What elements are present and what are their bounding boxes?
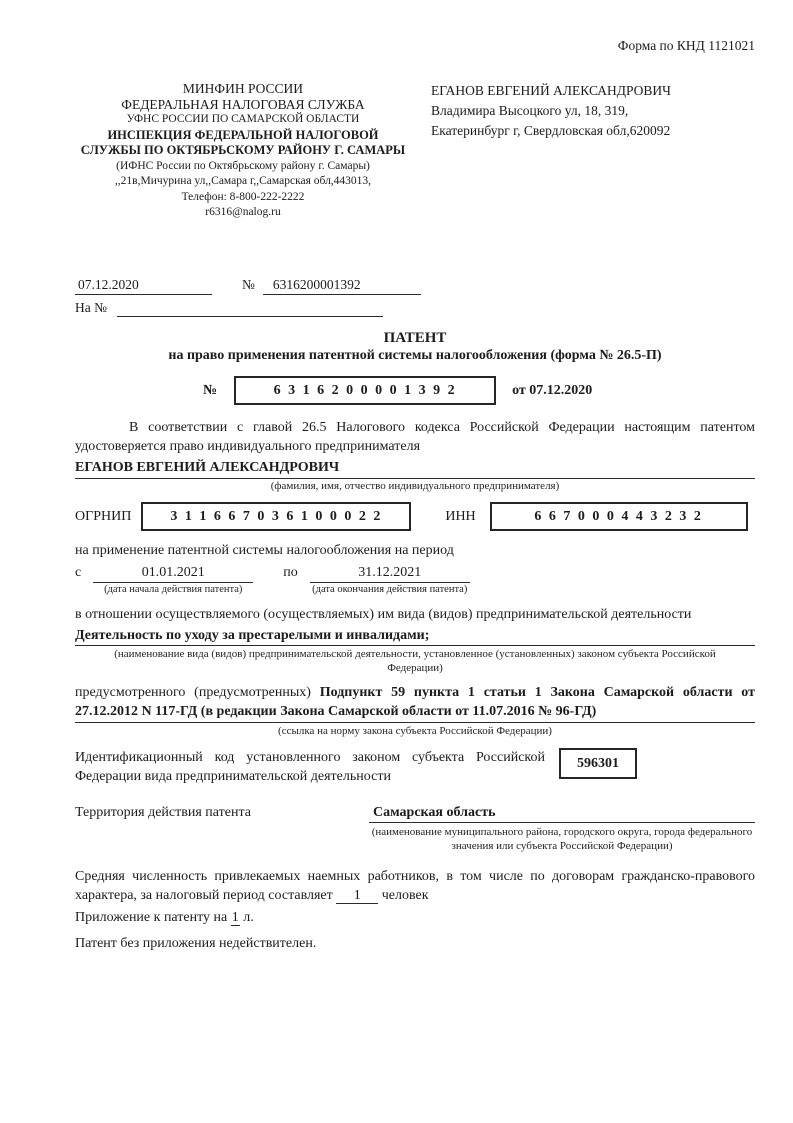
reference-block bbox=[75, 275, 755, 317]
sender-line-email: r6316@nalog.ru bbox=[205, 206, 281, 218]
document-title-block bbox=[75, 329, 755, 365]
recipient-address-line1: Владимира Высоцкого ул, 18, 319, bbox=[431, 103, 629, 118]
territory-row bbox=[75, 803, 755, 853]
footer-note: Патент без приложения недействителен. bbox=[75, 935, 317, 951]
activity-name: Деятельность по уходу за престарелыми и инвалидами; bbox=[75, 626, 755, 646]
sender-line-ufns: УФНС РОССИИ ПО САМАРСКОЙ ОБЛАСТИ bbox=[126, 113, 360, 125]
entrepreneur-caption: (фамилия, имя, отчество индивидуального предпринимателя) bbox=[270, 479, 560, 492]
period-to-caption: (дата окончания действия патента) bbox=[312, 583, 468, 595]
id-code-row bbox=[75, 748, 755, 786]
workers-count: 1 bbox=[336, 888, 378, 904]
activity-intro: в отношении осуществляемого (осуществляемых) им вида (видов) предпринимательской деятельности bbox=[75, 606, 692, 622]
document-title: ПАТЕНТ bbox=[383, 329, 447, 346]
inn-box: 6 6 7 0 0 0 4 4 3 2 3 2 bbox=[490, 502, 748, 531]
period-from-label: с bbox=[75, 564, 82, 580]
sender-line-address: ,,21в,Мичурина ул,,Самара г,,Самарская обл,443013, bbox=[114, 175, 372, 187]
patent-issue-date: от 07.12.2020 bbox=[512, 382, 593, 398]
registry-row bbox=[75, 502, 755, 531]
patent-number-label: № bbox=[203, 382, 218, 398]
outgoing-date: 07.12.2020 bbox=[75, 275, 212, 295]
reply-ref-row bbox=[75, 298, 755, 317]
period-to-group bbox=[283, 563, 470, 597]
territory-caption: (наименование муниципального района, городского округа, города федерального значения или субъекта Российской Федерации) bbox=[371, 825, 753, 852]
attachment-pages: 1 bbox=[231, 909, 239, 925]
period-from-stack bbox=[93, 563, 253, 597]
document-subtitle: на право применения патентной системы налогообложения (форма № 26.5-П) bbox=[168, 347, 662, 363]
ogrnip-box: 3 1 1 6 6 7 0 3 6 1 0 0 0 2 2 bbox=[141, 502, 411, 531]
workers-text-after: человек bbox=[381, 887, 429, 903]
sender-line-short-name: (ИФНС России по Октябрьскому району г. Самары) bbox=[116, 159, 370, 172]
outgoing-ref-row bbox=[75, 275, 755, 295]
law-prefix: предусмотренного (предусмотренных) bbox=[75, 684, 311, 700]
sender-line-service: ФЕДЕРАЛЬНАЯ НАЛОГОВАЯ СЛУЖБА bbox=[121, 96, 365, 112]
recipient-name: ЕГАНОВ ЕВГЕНИЙ АЛЕКСАНДРОВИЧ bbox=[431, 83, 671, 98]
sender-line-inspection1: ИНСПЕКЦИЯ ФЕДЕРАЛЬНОЙ НАЛОГОВОЙ bbox=[107, 127, 379, 142]
sender-block bbox=[75, 81, 411, 221]
period-from-group bbox=[75, 563, 253, 597]
sender-line-ministry: МИНФИН РОССИИ bbox=[182, 81, 304, 96]
recipient-block bbox=[431, 81, 755, 221]
attachment-line bbox=[75, 908, 755, 927]
sender-line-phone: Телефон: 8-800-222-2222 bbox=[181, 190, 305, 203]
patent-number-row bbox=[203, 376, 755, 405]
law-reference: Подпункт 59 пункта 1 статьи 1 Закона Самарской области от 27.12.2012 N 117-ГД (в редакции Закона Самарской области от 11.07.2016 № 96-ГД) bbox=[75, 684, 755, 719]
entrepreneur-name: ЕГАНОВ ЕВГЕНИЙ АЛЕКСАНДРОВИЧ bbox=[75, 458, 755, 479]
activity-caption: (наименование вида (видов) предпринимательской деятельности, установленное (установленных) законом субъекта Российской Федерации) bbox=[114, 647, 716, 674]
outgoing-number-label: № bbox=[242, 276, 255, 292]
id-code-box: 596301 bbox=[559, 748, 637, 779]
law-caption: (ссылка на норму закона субъекта Российской Федерации) bbox=[278, 724, 552, 737]
period-to-stack bbox=[310, 563, 470, 597]
recipient-address-line2: Екатеринбург г, Свердловская обл,620092 bbox=[431, 123, 671, 138]
period-from-date: 01.01.2021 bbox=[93, 563, 253, 583]
attachment-text-after: л. bbox=[243, 909, 254, 925]
sender-line-inspection2: СЛУЖБЫ ПО ОКТЯБРЬСКОМУ РАЙОНУ Г. САМАРЫ bbox=[80, 143, 406, 157]
reply-ref-label: На № bbox=[75, 299, 107, 315]
ogrnip-label: ОГРНИП bbox=[75, 508, 132, 524]
period-intro: на применение патентной системы налогообложения на период bbox=[75, 542, 454, 558]
period-row bbox=[75, 563, 755, 597]
workers-paragraph bbox=[75, 867, 755, 905]
id-code-text: Идентификационный код установленного законом субъекта Российской Федерации вида предпринимательской деятельности bbox=[75, 749, 545, 784]
form-code: Форма по КНД 1121021 bbox=[617, 38, 755, 53]
period-from-caption: (дата начала действия патента) bbox=[104, 583, 243, 595]
patent-number-box: 6 3 1 6 2 0 0 0 0 1 3 9 2 bbox=[234, 376, 496, 405]
letterhead bbox=[75, 81, 755, 221]
outgoing-number: 6316200001392 bbox=[263, 275, 421, 295]
law-reference-paragraph bbox=[75, 683, 755, 723]
attachment-text-before: Приложение к патенту на bbox=[75, 909, 228, 925]
intro-paragraph: В соответствии с главой 26.5 Налогового кодекса Российской Федерации настоящим патентом удостоверяется право индивидуального предпринимателя bbox=[75, 419, 755, 454]
period-to-date: 31.12.2021 bbox=[310, 563, 470, 583]
territory-column bbox=[369, 803, 755, 853]
reply-ref-blank-line bbox=[117, 298, 383, 317]
territory-label: Территория действия патента bbox=[75, 804, 251, 820]
territory-value: Самарская область bbox=[369, 803, 755, 823]
period-to-label: по bbox=[283, 564, 298, 580]
workers-text-before: Средняя численность привлекаемых наемных работников, в том числе по договорам гражданско-правового характера, за налоговый период составляет bbox=[75, 868, 755, 903]
inn-label: ИНН bbox=[445, 508, 476, 524]
